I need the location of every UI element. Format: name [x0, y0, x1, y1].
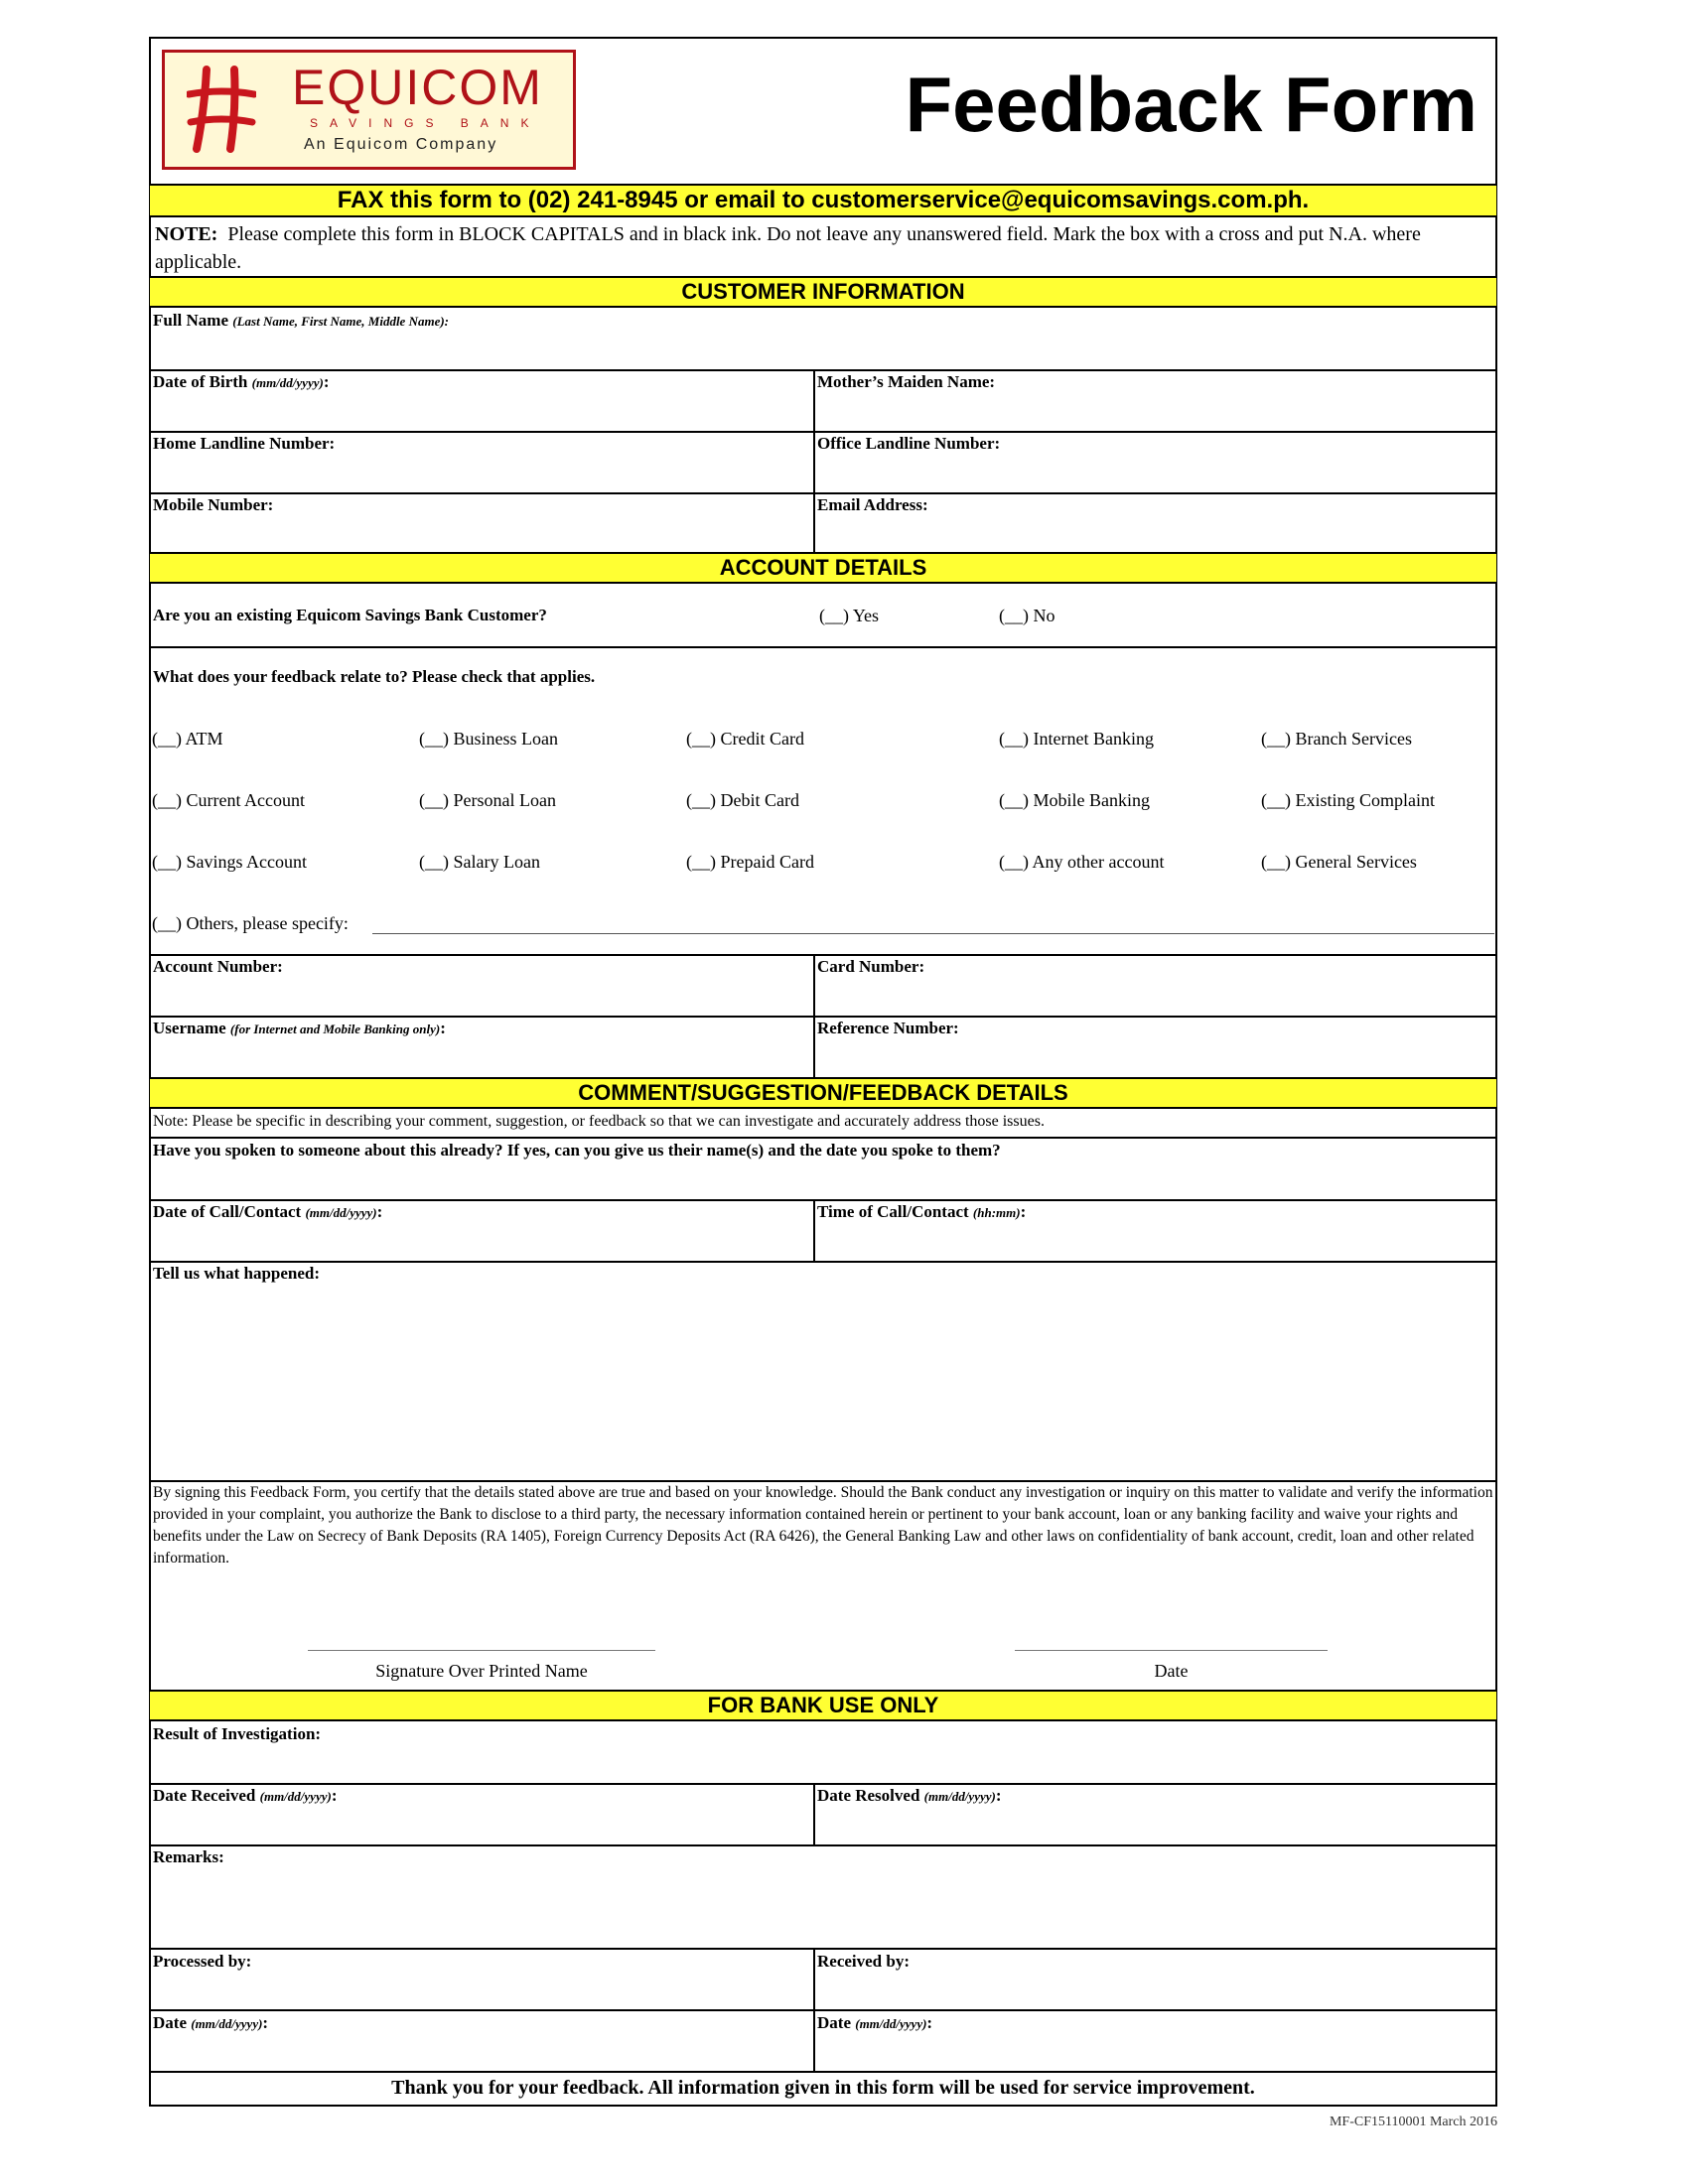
customer-info-heading: CUSTOMER INFORMATION	[150, 276, 1496, 308]
option-existing-complaint-checkbox[interactable]: (__) Existing Complaint	[1261, 790, 1435, 810]
others-specify-line[interactable]	[372, 933, 1494, 934]
full-name-hint: (Last Name, First Name, Middle Name):	[232, 314, 450, 329]
feedback-note: Note: Please be specific in describing your comment, suggestion, or feedback so that we can investigate and accurately address those issues.	[153, 1113, 1045, 1130]
existing-no-checkbox[interactable]: (__) No	[999, 606, 1055, 625]
username-field[interactable]	[153, 1019, 446, 1038]
result-of-investigation-field[interactable]: Result of Investigation:	[153, 1724, 322, 1743]
logo-mark-icon	[187, 65, 256, 154]
received-date-label: Date	[817, 2013, 851, 2032]
signature-date-label: Date	[1154, 1661, 1189, 1681]
received-date-colon: :	[926, 2013, 933, 2032]
logo-subtitle: SAVINGS BANK	[310, 116, 541, 130]
username-colon: :	[440, 1019, 446, 1037]
date-resolved-hint: (mm/dd/yyyy)	[923, 1789, 996, 1804]
account-details-heading: ACCOUNT DETAILS	[150, 552, 1496, 584]
username-label: Username	[153, 1019, 226, 1037]
fax-bar: FAX this form to (02) 241-8945 or email to customerservice@equicomsavings.com.ph.	[150, 184, 1496, 217]
option-prepaid-card-checkbox[interactable]: (__) Prepaid Card	[686, 852, 814, 872]
option-mobile-banking-checkbox[interactable]: (__) Mobile Banking	[999, 790, 1150, 810]
option-savings-account-checkbox[interactable]: (__) Savings Account	[152, 852, 307, 872]
dob-colon: :	[323, 372, 330, 391]
date-of-call-label: Date of Call/Contact	[153, 1202, 302, 1221]
option-internet-banking-checkbox[interactable]: (__) Internet Banking	[999, 729, 1154, 749]
existing-yes-checkbox[interactable]: (__) Yes	[819, 606, 880, 625]
note-label: NOTE:	[155, 223, 218, 245]
what-happened-field[interactable]: Tell us what happened:	[153, 1264, 321, 1283]
time-of-call-label: Time of Call/Contact	[817, 1202, 969, 1221]
option-any-other-account-checkbox[interactable]: (__) Any other account	[999, 852, 1165, 872]
option-current-account-checkbox[interactable]: (__) Current Account	[152, 790, 305, 810]
dob-hint: (mm/dd/yyyy)	[251, 375, 324, 390]
received-by-field[interactable]: Received by:	[817, 1952, 911, 1971]
equicom-logo	[162, 50, 576, 170]
time-of-call-colon: :	[1020, 1202, 1027, 1221]
card-number-field[interactable]: Card Number:	[817, 957, 925, 976]
date-resolved-colon: :	[995, 1786, 1002, 1805]
time-of-call-hint: (hh:mm)	[972, 1205, 1021, 1220]
date-of-call-field[interactable]	[153, 1202, 382, 1222]
option-credit-card-checkbox[interactable]: (__) Credit Card	[686, 729, 804, 749]
certification-paragraph: By signing this Feedback Form, you certify that the details stated above are true and based on your knowledge. Should the Bank conduct any investigation or inquiry on this matter to validate and verify the information provided in your complaint, you authorize the Bank to disclose to a third party, the necessary information contained herein or pertinent to your bank account, loan or any banking facility and waive your rights and benefits under the Law on Secrecy of Bank Deposits (RA 1405), Foreign Currency Deposits Act (RA 6426), the General Banking Law and other laws on confidentiality of bank account, credit, loan and other related information.	[153, 1484, 1493, 1567]
processed-date-colon: :	[262, 2013, 269, 2032]
mobile-number-field[interactable]: Mobile Number:	[153, 495, 274, 514]
date-received-hint: (mm/dd/yyyy)	[259, 1789, 332, 1804]
date-of-call-hint: (mm/dd/yyyy)	[305, 1205, 377, 1220]
option-personal-loan-checkbox[interactable]: (__) Personal Loan	[419, 790, 556, 810]
feedback-relate-question: What does your feedback relate to? Please check that applies.	[153, 667, 596, 686]
bank-use-heading: FOR BANK USE ONLY	[150, 1690, 1496, 1721]
form-code: MF-CF15110001 March 2016	[1329, 2115, 1497, 2129]
thank-you-footer: Thank you for your feedback. All information given in this form will be used for service improvement.	[391, 2077, 1255, 2099]
date-of-call-colon: :	[376, 1202, 383, 1221]
processed-date-field[interactable]	[153, 2013, 268, 2033]
date-resolved-field[interactable]	[817, 1786, 1002, 1806]
full-name-field[interactable]	[153, 311, 449, 331]
logo-name: EQUICOM	[292, 60, 543, 115]
remarks-field[interactable]: Remarks:	[153, 1847, 224, 1866]
option-others-checkbox[interactable]: (__) Others, please specify:	[152, 913, 349, 933]
full-name-label: Full Name	[153, 311, 229, 330]
option-business-loan-checkbox[interactable]: (__) Business Loan	[419, 729, 558, 749]
maiden-name-field[interactable]: Mother’s Maiden Name:	[817, 372, 996, 391]
account-number-field[interactable]: Account Number:	[153, 957, 283, 976]
existing-customer-question: Are you an existing Equicom Savings Bank Customer?	[153, 606, 547, 624]
dob-label: Date of Birth	[153, 372, 248, 391]
option-general-services-checkbox[interactable]: (__) General Services	[1261, 852, 1417, 872]
form-note	[155, 220, 1491, 276]
note-text: Please complete this form in BLOCK CAPITALS and in black ink. Do not leave any unanswered field. Mark the box with a cross and put N.A. where applicable.	[155, 223, 1421, 273]
signature-label: Signature Over Printed Name	[375, 1661, 588, 1681]
processed-by-field[interactable]: Processed by:	[153, 1952, 252, 1971]
date-resolved-label: Date Resolved	[817, 1786, 920, 1805]
form-title: Feedback Form	[905, 61, 1477, 148]
reference-number-field[interactable]: Reference Number:	[817, 1019, 959, 1037]
feedback-details-heading: COMMENT/SUGGESTION/FEEDBACK DETAILS	[150, 1077, 1496, 1109]
date-received-field[interactable]	[153, 1786, 337, 1806]
option-debit-card-checkbox[interactable]: (__) Debit Card	[686, 790, 799, 810]
signature-line[interactable]	[308, 1650, 655, 1651]
received-date-hint: (mm/dd/yyyy)	[855, 2016, 927, 2031]
email-address-field[interactable]: Email Address:	[817, 495, 928, 514]
date-received-colon: :	[331, 1786, 338, 1805]
processed-date-label: Date	[153, 2013, 187, 2032]
option-branch-services-checkbox[interactable]: (__) Branch Services	[1261, 729, 1412, 749]
processed-date-hint: (mm/dd/yyyy)	[191, 2016, 263, 2031]
option-salary-loan-checkbox[interactable]: (__) Salary Loan	[419, 852, 540, 872]
home-landline-field[interactable]: Home Landline Number:	[153, 434, 336, 453]
office-landline-field[interactable]: Office Landline Number:	[817, 434, 1001, 453]
username-hint: (for Internet and Mobile Banking only)	[229, 1022, 441, 1036]
date-received-label: Date Received	[153, 1786, 256, 1805]
time-of-call-field[interactable]	[817, 1202, 1026, 1222]
option-atm-checkbox[interactable]: (__) ATM	[152, 729, 223, 749]
logo-tagline: An Equicom Company	[304, 136, 498, 153]
received-date-field[interactable]	[817, 2013, 932, 2033]
signature-date-line[interactable]	[1015, 1650, 1328, 1651]
dob-field[interactable]	[153, 372, 329, 392]
spoken-to-someone-field[interactable]: Have you spoken to someone about this already? If yes, can you give us their name(s) and the date you spoke to them?	[153, 1141, 1001, 1160]
